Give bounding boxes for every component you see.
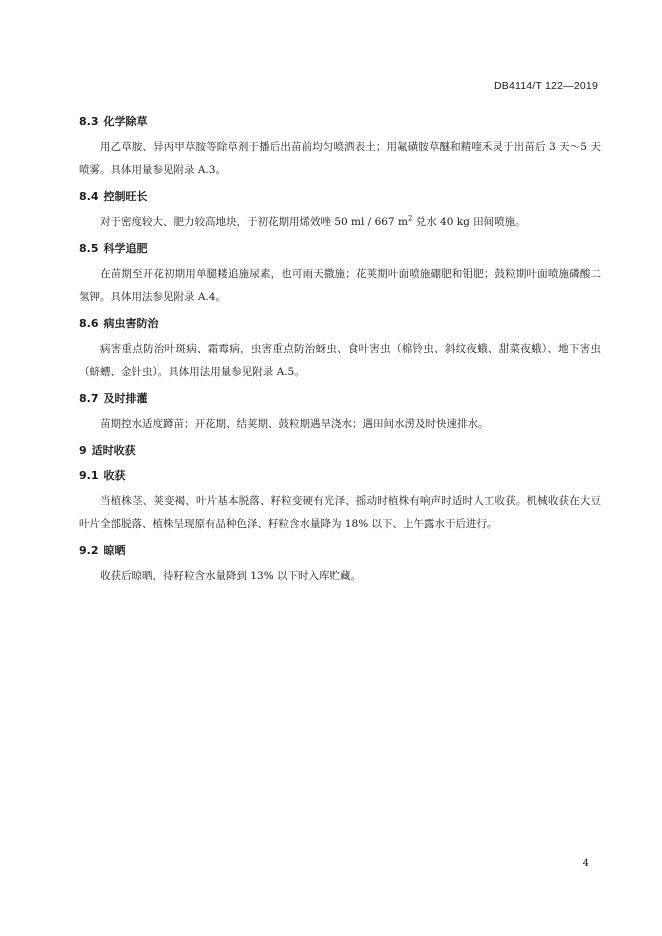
paragraph: 收获后晾晒，待籽粒含水量降到 13% 以下时入库贮藏。	[100, 570, 362, 582]
standard-code: DB4114/T 122—2019	[493, 80, 598, 92]
section-title: 化学除草	[103, 115, 148, 128]
section-title: 适时收获	[91, 444, 136, 457]
paragraph: 当植株茎、荚变褐、叶片基本脱落、籽粒变硬有光泽、摇动时植株有响声时适时人工收获。机械收获在大豆叶片全部脱落、植株呈现原有品种色泽、籽粒含水量降为 18% 以下、上午露水干后进行。	[79, 495, 601, 530]
paragraph: 用乙草胺、异丙甲草胺等除草剂于播后出苗前均匀喷洒表土；用氟磺胺草醚和精喹禾灵于出苗后 3 天～5 天喷雾。具体用量参见附录 A.3。	[79, 141, 601, 176]
section-8-6	[79, 314, 601, 384]
document-body	[79, 112, 601, 588]
section-title: 科学追肥	[103, 242, 148, 255]
section-number: 8.6	[79, 317, 99, 330]
superscript: 2	[407, 214, 413, 223]
section-number: 9	[79, 444, 87, 457]
paragraph-text: 对于密度较大、肥力较高地块，于初花期用烯效唑 50 ml / 667 m	[100, 216, 408, 228]
paragraph	[79, 211, 601, 234]
section-9-2	[79, 541, 601, 588]
section-number: 9.1	[79, 469, 99, 482]
section-8-4	[79, 187, 601, 234]
section-8-5	[79, 239, 601, 309]
section-title: 控制旺长	[103, 190, 148, 203]
section-title: 收获	[103, 469, 126, 482]
section-title: 病虫害防治	[103, 317, 159, 330]
section-number: 8.3	[79, 115, 99, 128]
section-heading	[79, 389, 601, 409]
paragraph: 病害重点防治叶斑病、霜霉病，虫害重点防治蚜虫、食叶害虫（棉铃虫、斜纹夜蛾、甜菜夜蛾）、地下害虫（蛴螬、金针虫）。具体用法用量参见附录 A.5。	[79, 343, 601, 378]
section-heading	[79, 314, 601, 334]
section-8-7	[79, 389, 601, 436]
section-number: 8.5	[79, 242, 99, 255]
section-9-1	[79, 466, 601, 536]
section-heading	[79, 466, 601, 486]
section-heading	[79, 112, 601, 132]
paragraph-text: 兑水 40 kg 田间喷施。	[412, 216, 526, 228]
section-number: 8.4	[79, 190, 99, 203]
section-heading	[79, 239, 601, 259]
section-title: 晾晒	[103, 544, 126, 557]
section-title: 及时排灌	[103, 392, 148, 405]
section-heading	[79, 541, 601, 561]
section-heading	[79, 187, 601, 207]
section-heading	[79, 441, 601, 461]
page-number: 4	[582, 858, 589, 869]
section-8-3	[79, 112, 601, 182]
section-number: 8.7	[79, 392, 99, 405]
section-9	[79, 441, 601, 461]
section-number: 9.2	[79, 544, 99, 557]
paragraph: 苗期控水适度蹲苗；开花期、结荚期、鼓粒期遇旱浇水；遇田间水涝及时快速排水。	[100, 418, 489, 430]
paragraph: 在苗期至开花初期用单腿耧追施尿素，也可雨天撒施；花荚期叶面喷施硼肥和钼肥；鼓粒期叶面喷施磷酸二氢钾。具体用法参见附录 A.4。	[79, 268, 601, 303]
